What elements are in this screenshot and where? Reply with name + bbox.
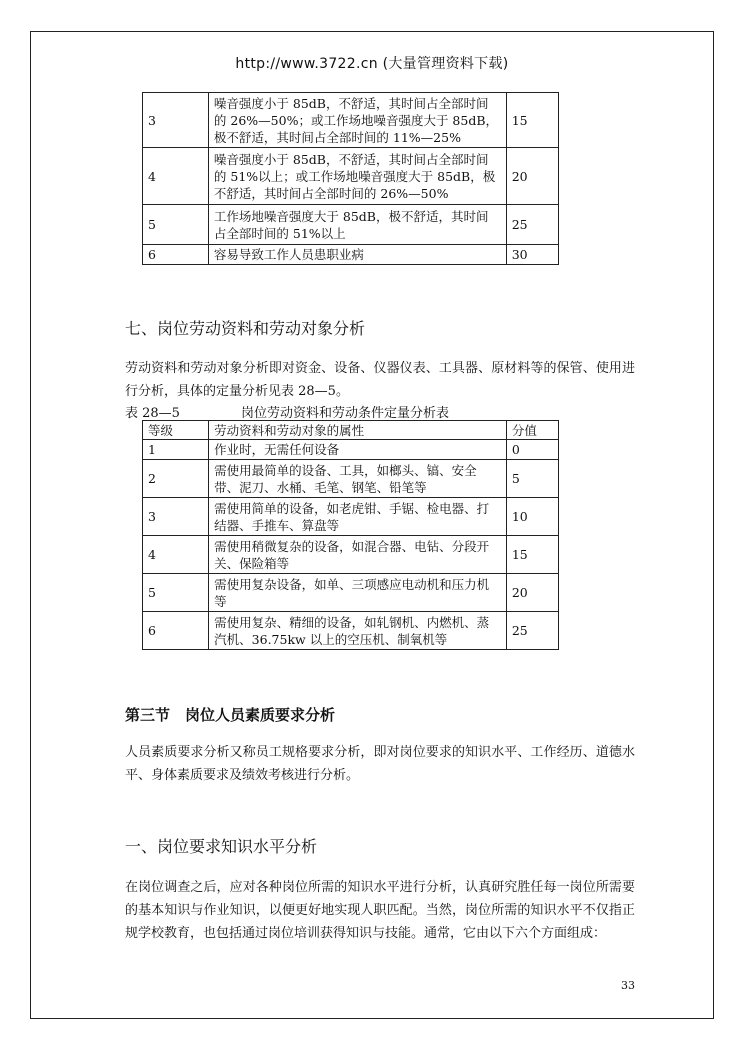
table-row <box>143 498 559 536</box>
score-cell: 5 <box>506 460 558 498</box>
score-cell: 20 <box>506 574 558 612</box>
table-row <box>143 93 559 148</box>
desc-cell: 作业时，无需任何设备 <box>209 440 507 460</box>
section-heading: 七、岗位劳动资料和劳动对象分析 <box>125 319 366 338</box>
table-row <box>143 612 559 650</box>
desc-cell: 容易导致工作人员患职业病 <box>208 245 506 265</box>
section-paragraph: 劳动资料和劳动对象分析即对资金、设备、仪器仪表、工具器、原材料等的保管、使用进行分析，具体的定量分析见表 28—5。 <box>125 361 635 399</box>
desc-cell: 工作场地噪音强度大于 85dB，极不舒适，其时间占全部时间的 51%以上 <box>208 205 506 245</box>
header-cell: 等级 <box>143 421 209 440</box>
table-row <box>143 460 559 498</box>
level-cell: 4 <box>143 148 209 205</box>
score-cell: 25 <box>506 205 558 245</box>
table-row <box>143 148 559 205</box>
score-cell: 15 <box>506 536 558 574</box>
noise-table <box>142 92 559 265</box>
score-cell: 15 <box>506 93 558 148</box>
score-cell: 30 <box>506 245 558 265</box>
section-paragraph: 在岗位调查之后，应对各种岗位所需的知识水平进行分析，认真研究胜任每一岗位所需要的基本知识与作业知识，以便更好地实现人职匹配。当然，岗位所需的知识水平不仅指正规学校教育，也包括通过岗位培训获得知识与技能。通常，它由以下六个方面组成： <box>125 880 635 941</box>
level-cell: 4 <box>143 536 209 574</box>
level-cell: 6 <box>143 245 209 265</box>
score-cell: 10 <box>506 498 558 536</box>
desc-cell: 需使用简单的设备，如老虎钳、手锯、检电器、打结器、手推车、算盘等 <box>209 498 507 536</box>
score-cell: 0 <box>506 440 558 460</box>
desc-cell: 需使用复杂、精细的设备，如轧钢机、内燃机、蒸汽机、36.75kw 以上的空压机、制氧机等 <box>209 612 507 650</box>
desc-cell: 需使用稍微复杂的设备，如混合器、电钻、分段开关、保险箱等 <box>209 536 507 574</box>
table-header-row <box>143 421 559 440</box>
table-row <box>143 440 559 460</box>
labor-materials-table <box>142 420 559 650</box>
table-row <box>143 536 559 574</box>
table-caption-title: 岗位劳动资料和劳动条件定量分析表 <box>241 406 450 421</box>
level-cell: 3 <box>143 498 209 536</box>
desc-cell: 噪音强度小于 85dB，不舒适，其时间占全部时间的 26%—50%；或工作场地噪音强度大于 85dB，极不舒适，其时间占全部时间的 11%—25% <box>208 93 506 148</box>
level-cell: 5 <box>143 205 209 245</box>
header-cell: 劳动资料和劳动对象的属性 <box>209 421 507 440</box>
desc-cell: 需使用复杂设备，如单、三项感应电动机和压力机等 <box>209 574 507 612</box>
table-row <box>143 245 559 265</box>
level-cell: 6 <box>143 612 209 650</box>
table-row <box>143 574 559 612</box>
score-cell: 25 <box>506 612 558 650</box>
level-cell: 1 <box>143 440 209 460</box>
desc-cell: 噪音强度小于 85dB，不舒适，其时间占全部时间的 51%以上；或工作场地噪音强度大于 85dB，极不舒适，其时间占全部时间的 26%—50% <box>208 148 506 205</box>
page-number: 33 <box>621 979 635 992</box>
section-heading: 第三节 岗位人员素质要求分析 <box>125 706 336 724</box>
level-cell: 2 <box>143 460 209 498</box>
table-caption <box>125 402 450 421</box>
section-heading: 一、岗位要求知识水平分析 <box>125 837 318 856</box>
header-url: http://www.3722.cn (大量管理资料下载) <box>235 56 509 72</box>
desc-cell: 需使用最简单的设备、工具，如榔头、镐、安全带、泥刀、水桶、毛笔、钢笔、铅笔等 <box>209 460 507 498</box>
level-cell: 3 <box>143 93 209 148</box>
score-cell: 20 <box>506 148 558 205</box>
header-cell: 分值 <box>506 421 558 440</box>
table-caption-number: 表 28—5 <box>125 406 180 421</box>
table-row <box>143 205 559 245</box>
level-cell: 5 <box>143 574 209 612</box>
section-paragraph: 人员素质要求分析又称员工规格要求分析，即对岗位要求的知识水平、工作经历、道德水平、身体素质要求及绩效考核进行分析。 <box>125 745 635 783</box>
